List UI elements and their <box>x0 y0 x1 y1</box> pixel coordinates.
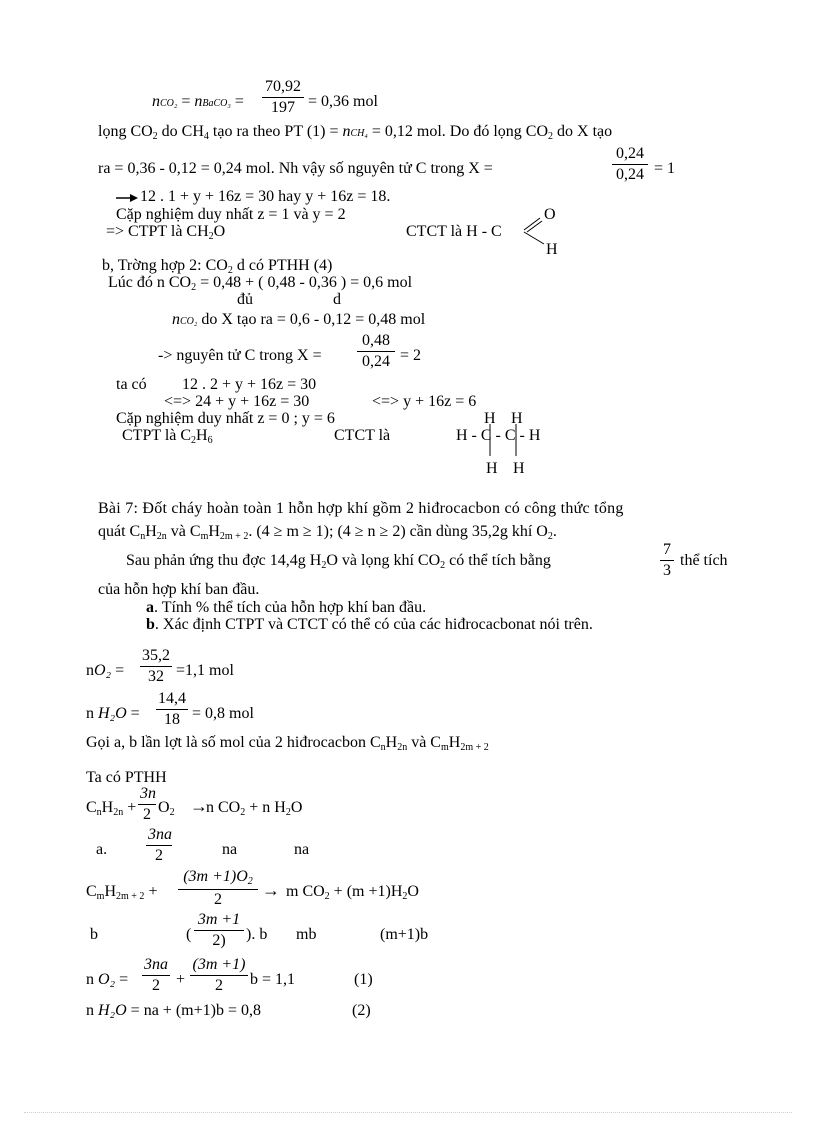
text-line: Cặp nghiệm duy nhất z = 1 và y = 2 <box>116 206 346 223</box>
result-0-36-mol: = 0,36 mol <box>308 93 378 110</box>
eq-n-o2: nO₂ = <box>86 662 125 679</box>
question-b: b. Xác định CTPT và CTCT có thể có của các hiđrocacbonat nói trên. <box>146 616 593 633</box>
fraction-3m1-2: (3m +1) 2 <box>190 957 248 994</box>
ethane-structure: H - C - C - H <box>456 427 541 444</box>
fraction-3n-2: 3n 2 <box>140 785 156 823</box>
question-a: a. Tính % thể tích của hỗn hợp khí ban đầu. <box>146 599 427 616</box>
text-line: nCO₂ do X tạo ra = 0,6 - 0,12 = 0,48 mol <box>172 311 426 328</box>
arrow-right-icon: → <box>190 796 208 816</box>
equation-1: n O₂ = <box>86 971 129 988</box>
text-line: 12 . 1 + y + 16z = 30 hay y + 16z = 18. <box>140 188 391 205</box>
fraction-14-4-18: 14,4 18 <box>158 690 186 728</box>
fraction-0-24: 0,24 0,24 <box>612 146 648 183</box>
equation-2: n H₂O = na + (m+1)b = 0,8 <box>86 1002 261 1019</box>
eq-n-co2 <box>152 94 244 110</box>
equals: = <box>181 93 191 110</box>
fraction-3na-2: 3na 2 <box>148 826 172 864</box>
ctpt-c2h6: CTPT là $C_2H_6$ <box>122 427 213 446</box>
ctct-label: CTCT là H - C <box>406 223 502 240</box>
problem-7-line-3: Sau phản ứng thu đợc 14,4g $H_2O$ và lọng khí $CO_2$ có thể tích bằng <box>126 552 551 571</box>
subscript-baco3: BaCO₃ <box>202 98 231 109</box>
text-line: => CTPT là $CH_2O$ <box>106 223 226 242</box>
arrow-right-icon: → <box>262 880 280 900</box>
fraction-3na-2: 3na 2 <box>144 956 168 994</box>
text-line: -> nguyên tử C trong X = <box>158 347 322 364</box>
fraction-3m1-2: 3m +1 2) <box>194 912 244 949</box>
eq-n-h2o: n H₂O = <box>86 705 140 722</box>
text-line: ra = 0,36 - 0,12 = 0,24 mol. Nh vậy số nguyên tử C trong X = <box>98 160 493 177</box>
equals: = <box>234 93 244 110</box>
text-line: b, Trờng hợp 2: $CO_2$ d có PTHH (4) <box>102 257 333 276</box>
n-symbol: n <box>152 93 160 110</box>
fraction-35-2-32: 35,2 32 <box>142 647 170 685</box>
text-line: Cặp nghiệm duy nhất z = 0 ; y = 6 <box>116 410 335 427</box>
reaction-1: $C_nH_{2n}$ + <box>86 799 137 818</box>
arrow-right-icon <box>116 193 140 203</box>
reaction-2: $C_mH_{2m + 2}$ + <box>86 883 158 902</box>
text-line: lọng $CO_2$ do $CH_4$ tạo ra theo PT (1) = nCH₄ = 0,12 mol. Do đó lọng $CO_2$ do X tạo <box>98 123 613 142</box>
problem-7-statement: Bài 7: Đốt cháy hoàn toàn 1 hỗn hợp khí gồm 2 hiđrocacbon có công thức tổng <box>98 500 624 517</box>
text-line: Lúc đó n $CO_2 = 0,48$ + ( 0,48 - 0,36 ) = 0,6 mol <box>108 274 413 293</box>
fraction-3m1-o2-2: $(3m +1)O_2$ 2 <box>178 869 258 908</box>
page-footer-divider <box>24 1112 792 1113</box>
text-line: Gọi a, b lần lợt là số mol của 2 hiđrocacbon $C_nH_{2n}$ và $C_mH_{2m + 2}$ <box>86 734 489 753</box>
problem-7-line-2: quát $C_nH_{2n}$ và $C_mH_{2m + 2}$. (4 ≥ m ≥ 1); (4 ≥ n ≥ 2) cần dùng 35,2g khí $O_2$. <box>98 523 557 542</box>
fraction-7-3: 7 3 <box>660 542 674 579</box>
fraction-0-48: 0,48 0,24 <box>357 333 395 370</box>
n-symbol: n <box>194 93 203 110</box>
subscript-co2: CO₂ <box>160 98 178 109</box>
bond-lines <box>489 424 519 458</box>
fraction-70-92-197: 70,92 197 <box>262 79 304 116</box>
